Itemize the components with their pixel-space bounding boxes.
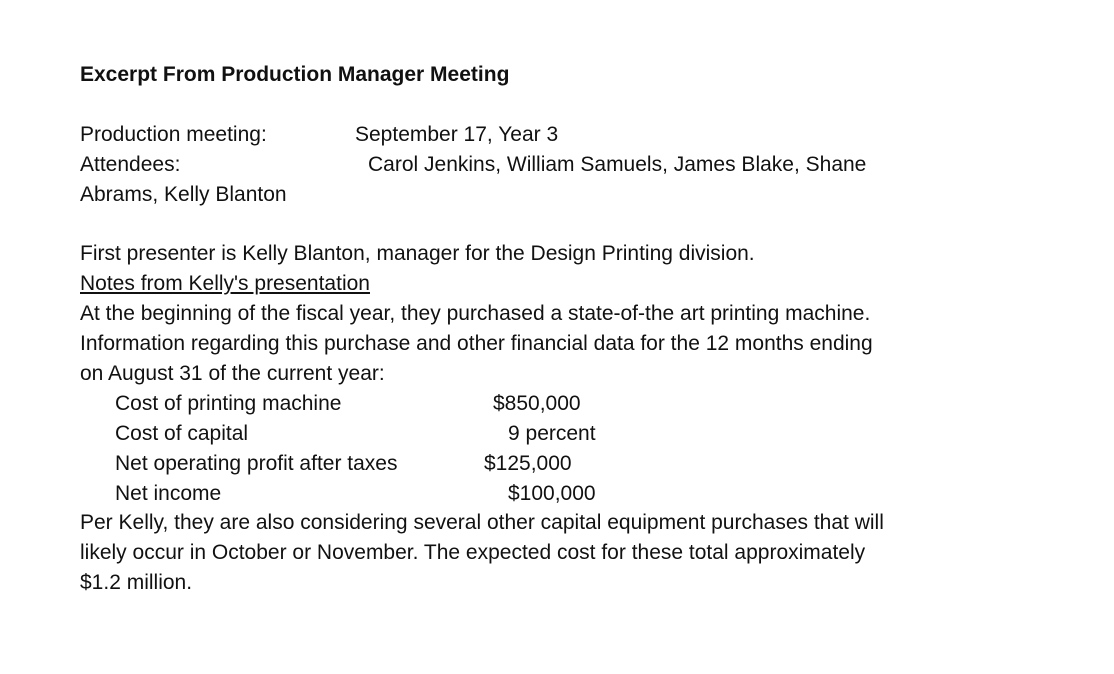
attendees-names-continued: Abrams, Kelly Blanton: [80, 183, 287, 206]
meeting-label: Production meeting:: [80, 123, 267, 146]
financial-label: Cost of capital: [115, 422, 249, 445]
financial-label: Net income: [115, 482, 222, 505]
document-title: Excerpt From Production Manager Meeting: [80, 63, 510, 86]
presenter-intro: First presenter is Kelly Blanton, manager for the Design Printing division.: [80, 242, 755, 265]
financial-value: 9 percent: [508, 422, 596, 445]
paragraph-line: Information regarding this purchase and other financial data for the 12 months ending: [80, 332, 873, 355]
financial-value: $850,000: [493, 392, 581, 415]
paragraph-line: on August 31 of the current year:: [80, 362, 385, 385]
financial-label: Net operating profit after taxes: [115, 452, 398, 475]
closing-line: Per Kelly, they are also considering several other capital equipment purchases that will: [80, 511, 884, 534]
financial-value: $125,000: [484, 452, 572, 475]
closing-line: likely occur in October or November. The expected cost for these total approximately: [80, 541, 866, 564]
notes-heading: Notes from Kelly's presentation: [80, 272, 370, 295]
attendees-label: Attendees:: [80, 153, 181, 176]
financial-value: $100,000: [508, 482, 596, 505]
paragraph-line: At the beginning of the fiscal year, they purchased a state-of-the art printing machine.: [80, 302, 871, 325]
financial-label: Cost of printing machine: [115, 392, 342, 415]
meeting-date: September 17, Year 3: [355, 123, 559, 146]
closing-line: $1.2 million.: [80, 571, 193, 594]
attendees-names: Carol Jenkins, William Samuels, James Blake, Shane: [368, 153, 867, 176]
